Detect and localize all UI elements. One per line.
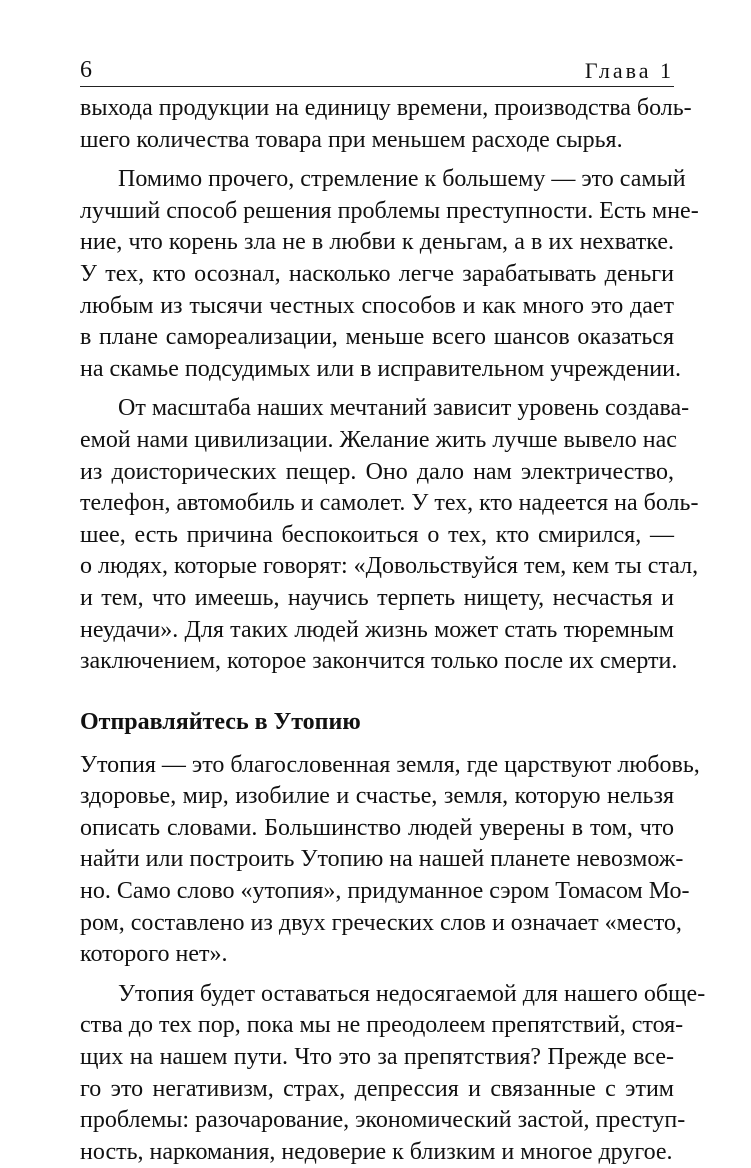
text-line: заключением, которое закончится только после их смерти. <box>80 648 678 675</box>
section-intro-text <box>80 93 699 678</box>
paragraph <box>80 393 699 677</box>
text-line: лучший способ решения проблемы преступности. Есть мне- <box>80 197 699 224</box>
text-line: ства до тех пор, пока мы не преодолеем препятствий, стоя- <box>80 1012 684 1039</box>
text-line: От масштаба наших мечтаний зависит уровень создава- <box>118 395 690 422</box>
text-line: ние, что корень зла не в любви к деньгам, а в их нехватке. <box>80 229 674 256</box>
body-text <box>80 93 706 1168</box>
paragraph-gap <box>80 385 674 393</box>
text-line: и тем, что имеешь, научись терпеть нищету, несчастья и <box>80 584 674 611</box>
text-line: Помимо прочего, стремление к большему — это самый <box>118 166 686 193</box>
text-line: шего количества товара при меньшем расходе сырья. <box>80 126 623 153</box>
text-line: неудачи». Для таких людей жизнь может стать тюремным <box>80 616 674 643</box>
text-line: о людях, которые говорят: «Довольствуйся тем, кем ты стал, <box>80 553 699 580</box>
text-line: которого нет». <box>80 941 228 968</box>
text-line: Утопия — это благословенная земля, где царствуют любовь, <box>80 751 700 778</box>
text-line: найти или построить Утопию на нашей планете невозмож- <box>80 846 684 873</box>
section-body-text <box>80 750 706 1168</box>
text-line: телефон, автомобиль и самолет. У тех, кто надеется на боль- <box>80 490 699 517</box>
text-line: описать словами. Большинство людей уверены в том, что <box>80 814 674 841</box>
paragraph <box>80 164 699 385</box>
chapter-label: Глава 1 <box>584 58 674 83</box>
text-line: шее, есть причина беспокоиться о тех, кто смирился, — <box>80 521 674 548</box>
text-line: Утопия будет оставаться недосягаемой для нашего обще- <box>118 980 706 1007</box>
text-line: ром, составлено из двух греческих слов и означает «место, <box>80 909 682 936</box>
paragraph <box>80 979 706 1168</box>
text-line: ность, наркомания, недоверие к близким и многое другое. <box>80 1138 673 1165</box>
text-line: емой нами цивилизации. Желание жить лучше вывело нас <box>80 426 677 453</box>
paragraph <box>80 750 700 971</box>
text-line: любым из тысячи честных способов и как много это дает <box>80 292 674 319</box>
text-line: здоровье, мир, изобилие и счастье, земля, которую нельзя <box>80 783 674 810</box>
text-line: го это негативизм, страх, депрессия и связанные с этим <box>80 1075 674 1102</box>
paragraph <box>80 93 692 156</box>
text-line: выхода продукции на единицу времени, производства боль- <box>80 95 692 121</box>
text-line: У тех, кто осознал, насколько легче зарабатывать деньги <box>80 260 674 287</box>
text-line: проблемы: разочарование, экономический застой, преступ- <box>80 1107 686 1134</box>
text-line: в плане самореализации, меньше всего шансов оказаться <box>80 324 674 351</box>
text-line: из доисторических пещер. Оно дало нам электричество, <box>80 458 674 485</box>
text-line: но. Само слово «утопия», придуманное сэром Томасом Мо- <box>80 878 690 905</box>
paragraph-gap <box>80 971 674 979</box>
text-line: щих на нашем пути. Что это за препятствия? Прежде все- <box>80 1044 674 1071</box>
running-header <box>80 52 674 87</box>
text-line: на скамье подсудимых или в исправительном учреждении. <box>80 355 681 382</box>
section-heading: Отправляйтесь в Утопию <box>80 708 361 735</box>
paragraph-gap <box>80 156 674 164</box>
page-number: 6 <box>80 57 92 83</box>
